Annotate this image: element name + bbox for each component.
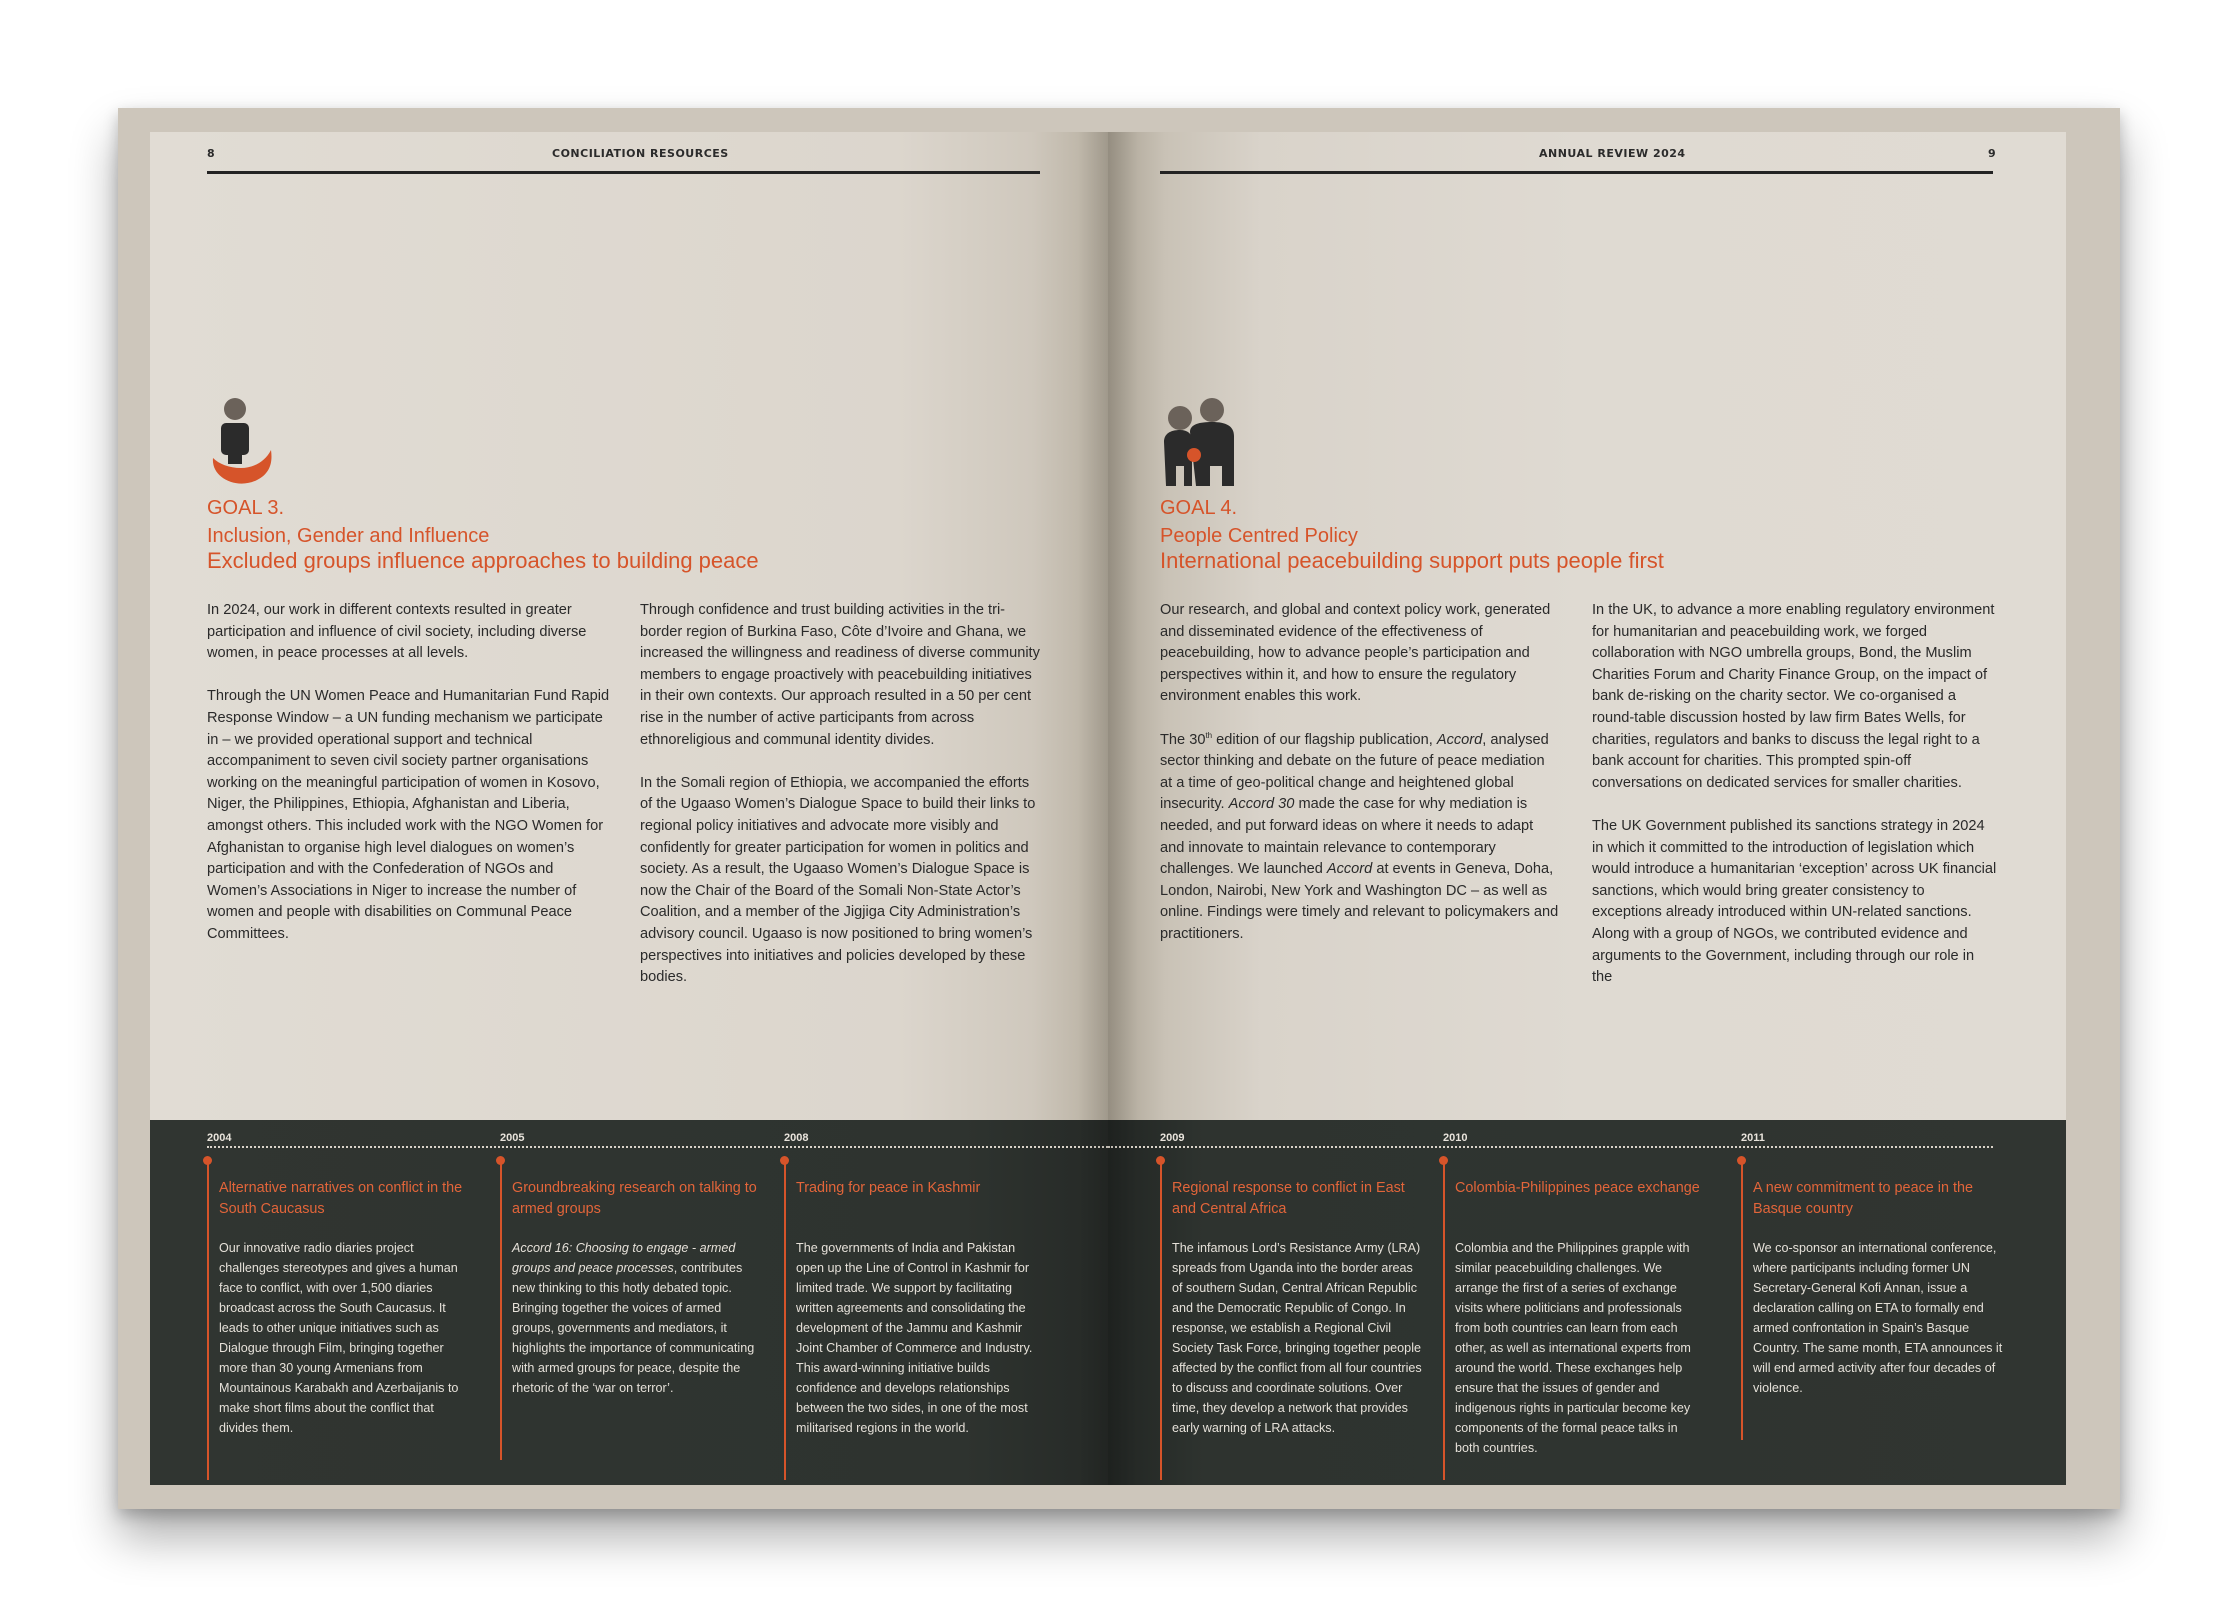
left-page (150, 132, 1108, 1485)
text-column-2 (1592, 600, 1997, 1010)
goal-name: People Centred Policy (1160, 525, 1358, 547)
timeline-stem (784, 1162, 786, 1480)
text-run: made the case for why mediation is needed, and put forward ideas on where it needs to adapt and innovate to maintain relevance to contemporary challenges. We launched (1160, 796, 1534, 878)
header-rule (1160, 171, 1993, 174)
paragraph: In the Somali region of Ethiopia, we accompanied the efforts of the Ugaaso Women’s Dialogue Space to build their links to regional policy initiatives and advocate more visibly and confidently for greater participation for women in politics and society. As a result, the Ugaaso Women’s Dialogue Space is now the Chair of the Board of the Somali Non-State Actor’s Coalition, and a member of the Jigjiga City Administration’s advisory council. Ugaaso is now positioned to bring women’s perspectives into initiatives and policies developed by these bodies. (640, 774, 1036, 986)
goal-label: GOAL 4. (1160, 497, 1238, 519)
book-spread (118, 108, 2120, 1509)
timeline-title: Trading for peace in Kashmir (796, 1180, 981, 1196)
paragraph: Through the UN Women Peace and Humanitarian Fund Rapid Response Window – a UN funding mechanism we participate in – we provided operational support and technical accompaniment to seven civil society partner organisations working on the meaningful participation of women in Kosovo, Niger, the Philippines, Ethiopia, Afghanistan and Liberia, amongst others. This included work with the NGO Women for Afghanistan to organise high level dialogues on women’s participation and with the Confederation of NGOs and Women’s Associations in Niger to increase the number of women and people with disabilities on Communal Peace Committees. (207, 688, 610, 942)
timeline-body: The governments of India and Pakistan open up the Line of Control in Kashmir for limited trade. We support by facilitating written agreements and consolidating the development of the Jammu and Kashmir Joint Chamber of Commerce and Industry. This award-winning initiative builds confidence and develops relationships between the two sides, in one of the most militarised regions in the world. (796, 1241, 1033, 1435)
timeline-year: 2005 (500, 1132, 525, 1144)
paragraph (1160, 730, 1560, 946)
timeline-title: Alternative narratives on conflict in the South Caucasus (219, 1180, 463, 1217)
timeline-body: The infamous Lord’s Resistance Army (LRA) spreads from Uganda into the border areas of southern Sudan, Central African Republic and the Democratic Republic of Congo. In response, we establish a Regional Civil Society Task Force, bringing together people affected by the conflict from all four countries to discuss and coordinate solutions. Over time, they develop a network that provides early warning of LRA attacks. (1172, 1241, 1422, 1435)
timeline-year: 2008 (784, 1132, 809, 1144)
ordinal-suffix: th (1205, 730, 1213, 740)
publication-title: Accord (1436, 731, 1483, 748)
timeline-dotted-line (207, 1146, 1108, 1148)
goal-title (1160, 494, 1358, 550)
text-run: edition of our flagship publication, (1212, 731, 1437, 748)
person-in-hand-icon (207, 398, 277, 498)
timeline-stem (207, 1162, 209, 1480)
timeline-stem (1160, 1162, 1162, 1480)
timeline-year: 2009 (1160, 1132, 1185, 1144)
timeline-year: 2011 (1741, 1132, 1765, 1144)
text-run: , analysed sector thinking and debate on the future of peace mediation at a time of geo-political change and heightened global insecurity. (1160, 731, 1549, 813)
page-number: 8 (207, 147, 216, 160)
paragraph: In the UK, to advance a more enabling regulatory environment for humanitarian and peacebuilding work, we forged collaboration with NGO umbrella groups, Bond, the Muslim Charities Forum and Charity Finance Group, on the impact of bank de-risking on the charity sector. We co-organised a round-table discussion hosted by law firm Bates Wells, for charities, regulators and banks to discuss the legal right to a bank account for charities. This prompted spin-off conversations on dedicated services for smaller charities. (1592, 602, 1995, 791)
timeline-title: Regional response to conflict in East and Central Africa (1172, 1180, 1405, 1217)
timeline-body (512, 1238, 762, 1398)
timeline-body: Our innovative radio diaries project challenges stereotypes and gives a human face to conflict, with over 1,500 diaries broadcast across the South Caucasus. It leads to other unique initiatives such as Dialogue through Film, bringing together more than 30 young Armenians from Mountainous Karabakh and Azerbaijanis to make short films about the conflict that divides them. (219, 1241, 459, 1435)
goal-name: Inclusion, Gender and Influence (207, 525, 490, 547)
goal-subtitle: Excluded groups influence approaches to building peace (207, 548, 759, 573)
timeline-stem (1443, 1162, 1445, 1480)
timeline-band (1108, 1120, 2066, 1485)
publication-title: Accord (1326, 861, 1373, 878)
paragraph: The UK Government published its sanctions strategy in 2024 in which it committed to the introduction of legislation which would introduce a humanitarian ‘exception’ across UK financial sanctions, which would bring greater consistency to exceptions already introduced within UN-related sanctions. Along with a group of NGOs, we contributed evidence and arguments to the Government, including through our role in the (1592, 817, 1997, 986)
timeline-stem (500, 1162, 502, 1460)
timeline-title: Colombia-Philippines peace exchange (1455, 1180, 1700, 1196)
text-run: The 30 (1160, 731, 1206, 748)
paragraph: In 2024, our work in different contexts resulted in greater participation and influence of civil society, including diverse women, in peace processes at all levels. (207, 602, 587, 662)
goal-label: GOAL 3. (207, 497, 285, 519)
text-column-2 (640, 600, 1045, 1010)
running-title: ANNUAL REVIEW 2024 (1539, 147, 1686, 160)
text-column-1 (207, 600, 612, 967)
timeline-year: 2010 (1443, 1132, 1468, 1144)
right-page (1108, 132, 2066, 1485)
text-run: at events in Geneva, Doha, London, Nairobi, New York and Washington DC – as well as online. Findings were timely and relevant to policymakers and practitioners. (1160, 861, 1559, 942)
timeline-title: Groundbreaking research on talking to armed groups (512, 1180, 757, 1217)
paragraph: Through confidence and trust building activities in the tri-border region of Burkina Faso, Côte d’Ivoire and Ghana, we increased the willingness and readiness of diverse community members to engage proactively with peacebuilding initiatives in their own contexts. Our approach resulted in a 50 per cent rise in the number of active participants from across ethnoreligious and communal identity divides. (640, 602, 1040, 748)
timeline-band (150, 1120, 1108, 1485)
goal-title (207, 494, 489, 550)
timeline-title: A new commitment to peace in the Basque country (1753, 1180, 1973, 1217)
publication-title: Accord 30 (1228, 796, 1295, 813)
goal-subtitle: International peacebuilding support puts people first (1160, 548, 1664, 573)
body-text: , contributes new thinking to this hotly debated topic. Bringing together the voices of armed groups, governments and mediators, it highlights the importance of communicating with armed groups for peace, despite the rhetoric of the ‘war on terror’. (512, 1261, 755, 1395)
header-rule (207, 171, 1040, 174)
timeline-body: Colombia and the Philippines grapple with similar peacebuilding challenges. We arrange the first of a series of exchange visits where politicians and professionals from both countries can learn from each other, as well as international experts from around the world. These exchanges help ensure that the issues of gender and indigenous rights in particular become key components of the formal peace talks in both countries. (1455, 1241, 1691, 1455)
paragraph: Our research, and global and context policy work, generated and disseminated evidence of the effectiveness of peacebuilding, how to advance people’s participation and perspectives within it, and how to ensure the regulatory environment enables this work. (1160, 602, 1551, 705)
publication-title: Accord 16: Choosing to engage - armed groups and peace processes (512, 1241, 736, 1275)
timeline-body: We co-sponsor an international conference, where participants including former UN Secretary-General Kofi Annan, issue a declaration calling on ETA to formally end armed confrontation in Spain’s Basque Country. The same month, ETA announces it will end armed activity after four decades of violence. (1753, 1241, 2003, 1395)
timeline-dotted-line (1108, 1146, 1993, 1148)
running-title: CONCILIATION RESOURCES (552, 147, 729, 160)
timeline-stem (1741, 1162, 1743, 1440)
page-number: 9 (1988, 147, 1997, 160)
text-column-1 (1160, 600, 1560, 967)
two-people-icon (1160, 398, 1238, 498)
timeline-year: 2004 (207, 1132, 232, 1144)
